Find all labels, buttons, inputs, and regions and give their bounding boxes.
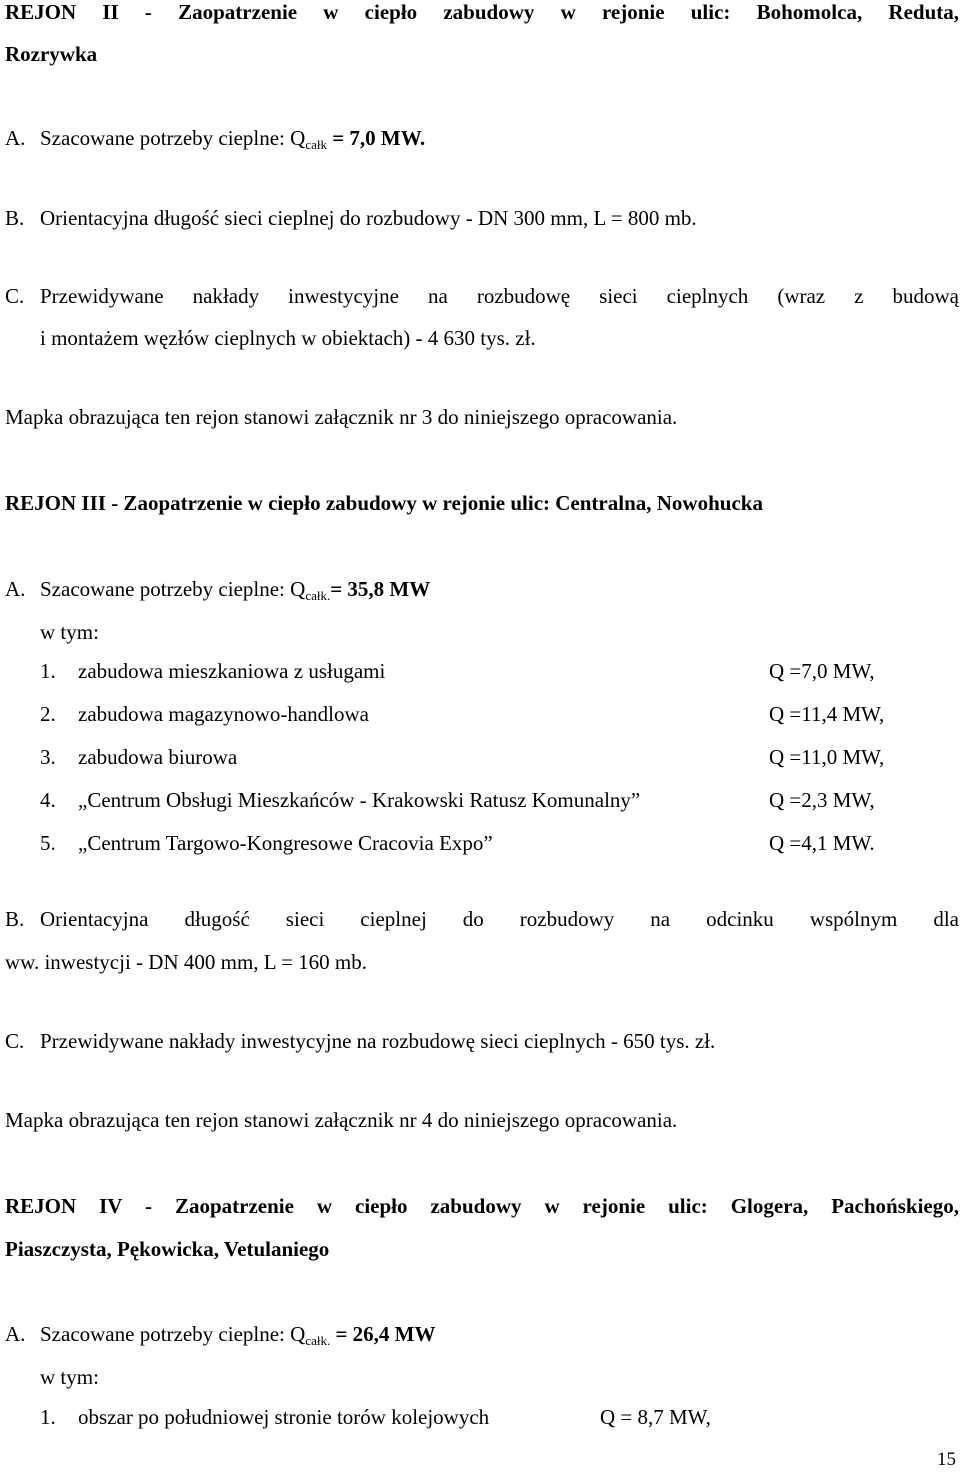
item-name: „Centrum Targowo-Kongresowe Cracovia Expo” xyxy=(78,831,493,855)
region2-a-sub: całk xyxy=(305,137,327,152)
region3-c-label: C. xyxy=(5,1029,25,1053)
item-name: zabudowa magazynowo-handlowa xyxy=(78,702,369,726)
item-value: 11,4 MW, xyxy=(801,702,885,726)
item-q-label: Q = xyxy=(769,659,802,683)
region2-title-line1: REJON II - Zaopatrzenie w ciepło zabudowy w rejonie ulic: Bohomolca, Reduta, xyxy=(5,0,959,24)
region3-c-text: Przewidywane nakłady inwestycyjne na rozbudowę sieci cieplnych - 650 tys. zł. xyxy=(40,1029,716,1053)
item-q-label: Q = xyxy=(769,831,802,855)
region3-b-line2: ww. inwestycji - DN 400 mm, L = 160 mb. xyxy=(5,950,368,974)
region2-a-text: Szacowane potrzeby cieplne: Q xyxy=(40,126,306,150)
region2-section-a xyxy=(5,126,426,152)
region2-c-line1: Przewidywane nakłady inwestycyjne na rozbudowę sieci cieplnych (wraz z budową xyxy=(40,284,959,308)
region3-section-a xyxy=(5,577,431,603)
region4-a-label: A. xyxy=(5,1322,26,1346)
region2-section-b xyxy=(5,206,697,230)
region2-a-label: A. xyxy=(5,126,26,150)
region3-a-label: A. xyxy=(5,577,26,601)
region4-title-line2: Piaszczysta, Pękowicka, Vetulaniego xyxy=(5,1237,330,1261)
item-name: zabudowa biurowa xyxy=(78,745,238,769)
item-value: 4,1 MW. xyxy=(801,831,875,855)
item-q-label: Q = xyxy=(769,788,802,812)
region4-section-a xyxy=(5,1322,436,1348)
item-number: 5. xyxy=(40,831,56,855)
item-value: 7,0 MW, xyxy=(801,659,875,683)
region2-title-line2: Rozrywka xyxy=(5,42,98,66)
page-number: 15 xyxy=(937,1449,956,1470)
region3-a-value: = 35,8 MW xyxy=(330,577,431,601)
region2-c-line2: i montażem węzłów cieplnych w obiektach) - 4 630 tys. zł. xyxy=(40,326,536,350)
region3-section-c xyxy=(5,1029,716,1053)
item-name: obszar po południowej stronie torów kolejowych xyxy=(78,1405,490,1429)
region3-w-tym: w tym: xyxy=(40,620,99,644)
item-value: 11,0 MW, xyxy=(801,745,885,769)
item-number: 1. xyxy=(40,659,56,683)
item-value: 2,3 MW, xyxy=(801,788,875,812)
item-q-label: Q = xyxy=(769,745,802,769)
item-number: 1. xyxy=(40,1405,56,1429)
region3-b-line1: Orientacyjna długość sieci cieplnej do rozbudowy na odcinku wspólnym dla xyxy=(40,907,959,931)
item-name: „Centrum Obsługi Mieszkańców - Krakowski Ratusz Komunalny” xyxy=(78,788,641,812)
region3-title: REJON III - Zaopatrzenie w ciepło zabudowy w rejonie ulic: Centralna, Nowohucka xyxy=(5,491,763,515)
region2-b-label: B. xyxy=(5,206,25,230)
item-value: Q = 8,7 MW, xyxy=(600,1405,711,1429)
region3-map-note: Mapka obrazująca ten rejon stanowi załącznik nr 4 do niniejszego opracowania. xyxy=(5,1108,678,1132)
region4-title-line1: REJON IV - Zaopatrzenie w ciepło zabudowy w rejonie ulic: Glogera, Pachońskiego, xyxy=(5,1194,959,1218)
item-name: zabudowa mieszkaniowa z usługami xyxy=(78,659,386,683)
region2-a-value: = 7,0 MW. xyxy=(326,126,426,150)
item-number: 3. xyxy=(40,745,56,769)
region3-a-sub: całk. xyxy=(305,588,331,603)
item-number: 4. xyxy=(40,788,56,812)
region3-b-label: B. xyxy=(5,907,25,931)
region4-a-sub: całk. xyxy=(305,1333,331,1348)
item-q-label: Q = xyxy=(769,702,802,726)
item-number: 2. xyxy=(40,702,56,726)
region4-w-tym: w tym: xyxy=(40,1365,99,1389)
region3-a-text: Szacowane potrzeby cieplne: Q xyxy=(40,577,306,601)
region4-a-text: Szacowane potrzeby cieplne: Q xyxy=(40,1322,306,1346)
region2-map-note: Mapka obrazująca ten rejon stanowi załącznik nr 3 do niniejszego opracowania. xyxy=(5,405,678,429)
region4-a-value: = 26,4 MW xyxy=(330,1322,436,1346)
region2-b-text: Orientacyjna długość sieci cieplnej do rozbudowy - DN 300 mm, L = 800 mb. xyxy=(40,206,697,230)
region2-c-label: C. xyxy=(5,284,25,308)
